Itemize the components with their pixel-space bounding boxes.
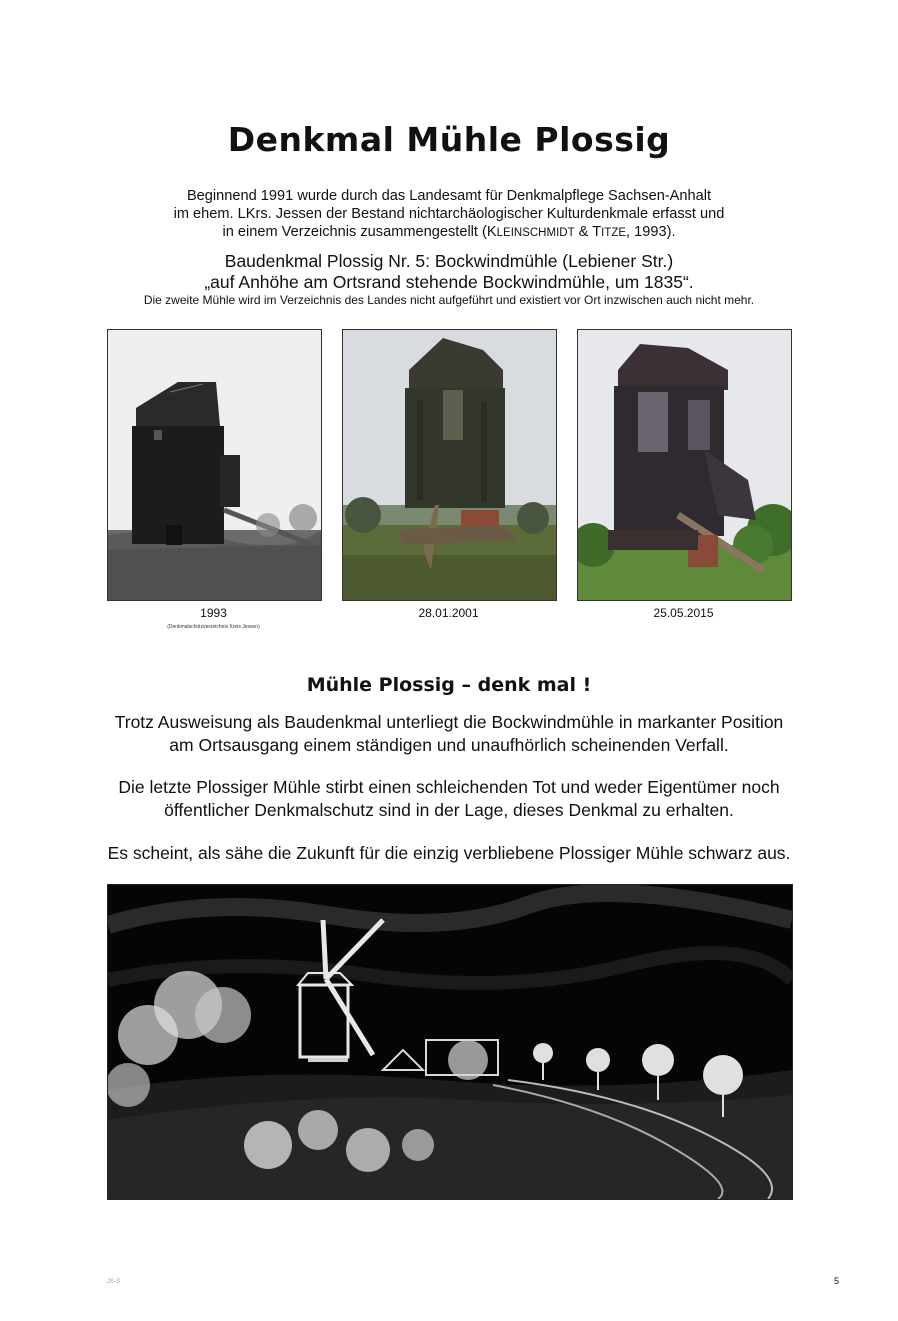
section-title: Mühle Plossig – denk mal ! bbox=[306, 674, 592, 696]
caption-2015: 25.05.2015 bbox=[653, 606, 714, 620]
footer-mark: JS-S bbox=[107, 1279, 121, 1285]
intro-line-1: Beginnend 1991 wurde durch das Landesamt für Denkmalpflege Sachsen-Anhalt bbox=[186, 188, 712, 204]
paragraph-3: Es scheint, als sähe die Zukunft für die einzig verbliebene Plossiger Mühle schwarz aus. bbox=[107, 843, 791, 863]
paragraph-1-line-1: Trotz Ausweisung als Baudenkmal unterliegt die Bockwindmühle in markanter Position bbox=[114, 712, 784, 732]
intro-text bbox=[100, 187, 798, 242]
caption-1993: 1993 bbox=[200, 606, 227, 620]
paragraph-2-line-1: Die letzte Plossiger Mühle stirbt einen schleichenden Tot und weder Eigentümer noch bbox=[118, 777, 780, 797]
paragraph-1-line-2: am Ortsausgang einem ständigen und unaufhörlich scheinenden Verfall. bbox=[169, 735, 729, 755]
second-mill-note: Die zweite Mühle wird im Verzeichnis des Landes nicht aufgeführt und existiert vor Ort inzwischen auch nicht mehr. bbox=[143, 293, 755, 307]
intro-line-2: im ehem. LKrs. Jessen der Bestand nichtarchäologischer Kulturdenkmale erfasst und bbox=[173, 206, 725, 222]
photo-2001 bbox=[342, 329, 557, 601]
caption-1993-source: (Denkmalschutzverzeichnis Kreis Jessen) bbox=[167, 624, 260, 630]
monument-entry: Baudenkmal Plossig Nr. 5: Bockwindmühle (Lebiener Str.) bbox=[224, 251, 674, 271]
paragraph-2-line-2: öffentlicher Denkmalschutz sind in der Lage, dieses Denkmal zu erhalten. bbox=[164, 800, 734, 820]
monument-description: „auf Anhöhe am Ortsrand stehende Bockwindmühle, um 1835“. bbox=[204, 272, 694, 292]
paragraph-2 bbox=[60, 776, 838, 822]
negative-windmill-landscape-image bbox=[107, 884, 793, 1200]
photo-1993 bbox=[107, 329, 322, 601]
photo-2015 bbox=[577, 329, 792, 601]
caption-2001: 28.01.2001 bbox=[418, 606, 479, 620]
page-title: Denkmal Mühle Plossig bbox=[227, 120, 671, 159]
intro-line-3: in einem Verzeichnis zusammengestellt (KLEINSCHMIDT & TITZE, 1993). bbox=[222, 224, 676, 240]
paragraph-1 bbox=[60, 711, 838, 757]
page-number: 5 bbox=[834, 1276, 840, 1286]
